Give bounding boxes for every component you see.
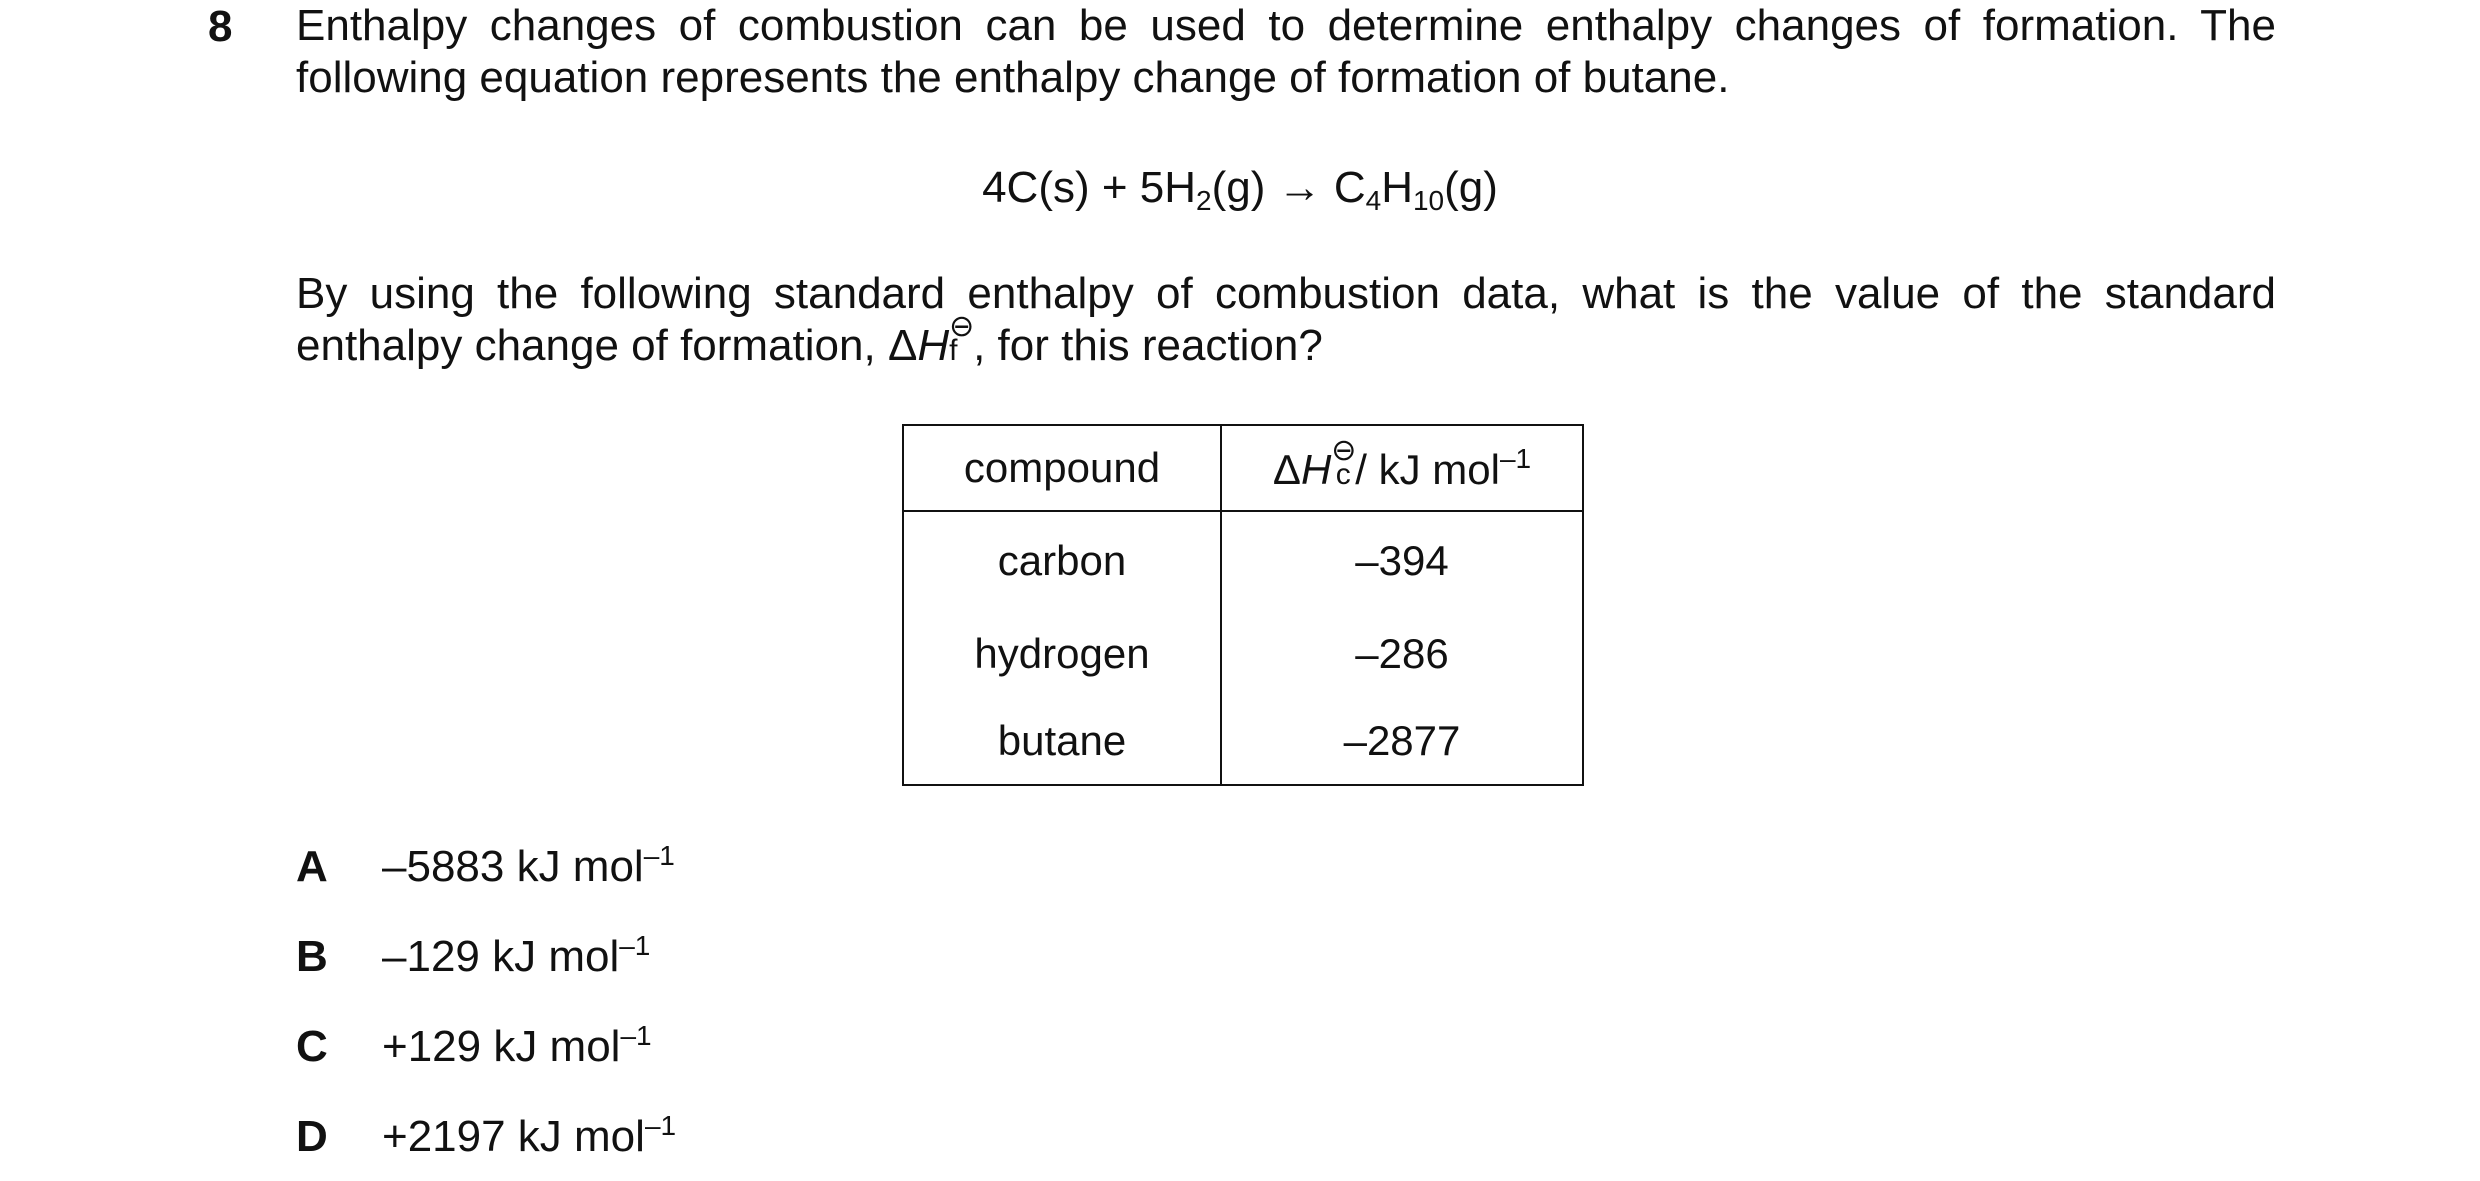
- value-cell: –2877: [1221, 697, 1583, 785]
- compound-cell: butane: [903, 697, 1221, 785]
- question-prompt: [296, 268, 2276, 372]
- equation-subscript: 10: [1412, 185, 1445, 216]
- option-letter: D: [296, 1112, 328, 1161]
- enthalpy-formation-symbol: [887, 310, 975, 370]
- compound-cell: hydrogen: [903, 610, 1221, 697]
- prompt-text: By using the following standard enthalpy of combustion data, what is the value of the standard enthalpy change of formation,: [296, 269, 2276, 370]
- standard-state-symbol: ⊖: [949, 310, 975, 343]
- equation-part: (g): [1444, 163, 1498, 212]
- option-value: –5883 kJ mol: [382, 842, 644, 891]
- reaction-equation: [0, 160, 2480, 229]
- combustion-subscript: c: [1335, 457, 1351, 491]
- option-a[interactable]: [296, 830, 675, 893]
- option-letter: B: [296, 932, 328, 981]
- delta-symbol: Δ: [887, 321, 918, 370]
- header-enthalpy: [1221, 425, 1583, 511]
- option-value: +2197 kJ mol: [382, 1112, 645, 1161]
- option-superscript: –1: [643, 840, 675, 871]
- option-superscript: –1: [619, 930, 651, 961]
- combustion-data-table: [902, 424, 1584, 786]
- question-number: 8: [208, 2, 233, 51]
- h-symbol: H: [1300, 445, 1332, 493]
- option-value: –129 kJ mol: [382, 932, 620, 981]
- option-letter: A: [296, 842, 328, 891]
- equation-part: 4C(s) + 5H: [982, 163, 1197, 212]
- h-symbol: H: [917, 321, 950, 370]
- standard-state-symbol: ⊖: [1331, 433, 1357, 467]
- value-cell: –394: [1221, 511, 1583, 610]
- table-header-row: [903, 425, 1583, 511]
- table-row: [903, 610, 1583, 697]
- equation-part: H: [1381, 163, 1413, 212]
- table-row: [903, 511, 1583, 610]
- unit-label: / kJ mol: [1355, 445, 1500, 493]
- option-value: +129 kJ mol: [382, 1022, 621, 1071]
- formation-subscript: f: [949, 334, 958, 367]
- delta-symbol: Δ: [1272, 445, 1301, 493]
- question-intro: Enthalpy changes of combustion can be used to determine enthalpy changes of formation. The following equation represents the enthalpy change of formation of butane.: [296, 1, 2276, 102]
- table-row: [903, 697, 1583, 785]
- option-letter: C: [296, 1022, 328, 1071]
- header-compound: compound: [903, 425, 1221, 511]
- option-d[interactable]: [296, 1100, 676, 1163]
- equation-subscript: 2: [1196, 185, 1212, 216]
- value-cell: –286: [1221, 610, 1583, 697]
- option-superscript: –1: [620, 1020, 652, 1051]
- equation-subscript: 4: [1365, 185, 1382, 216]
- prompt-text-end: , for this reaction?: [973, 321, 1323, 370]
- equation-part: (g) → C: [1211, 163, 1366, 212]
- option-b[interactable]: [296, 920, 650, 983]
- compound-cell: carbon: [903, 511, 1221, 610]
- option-superscript: –1: [644, 1110, 677, 1141]
- option-c[interactable]: [296, 1010, 652, 1073]
- unit-superscript: –1: [1499, 442, 1532, 474]
